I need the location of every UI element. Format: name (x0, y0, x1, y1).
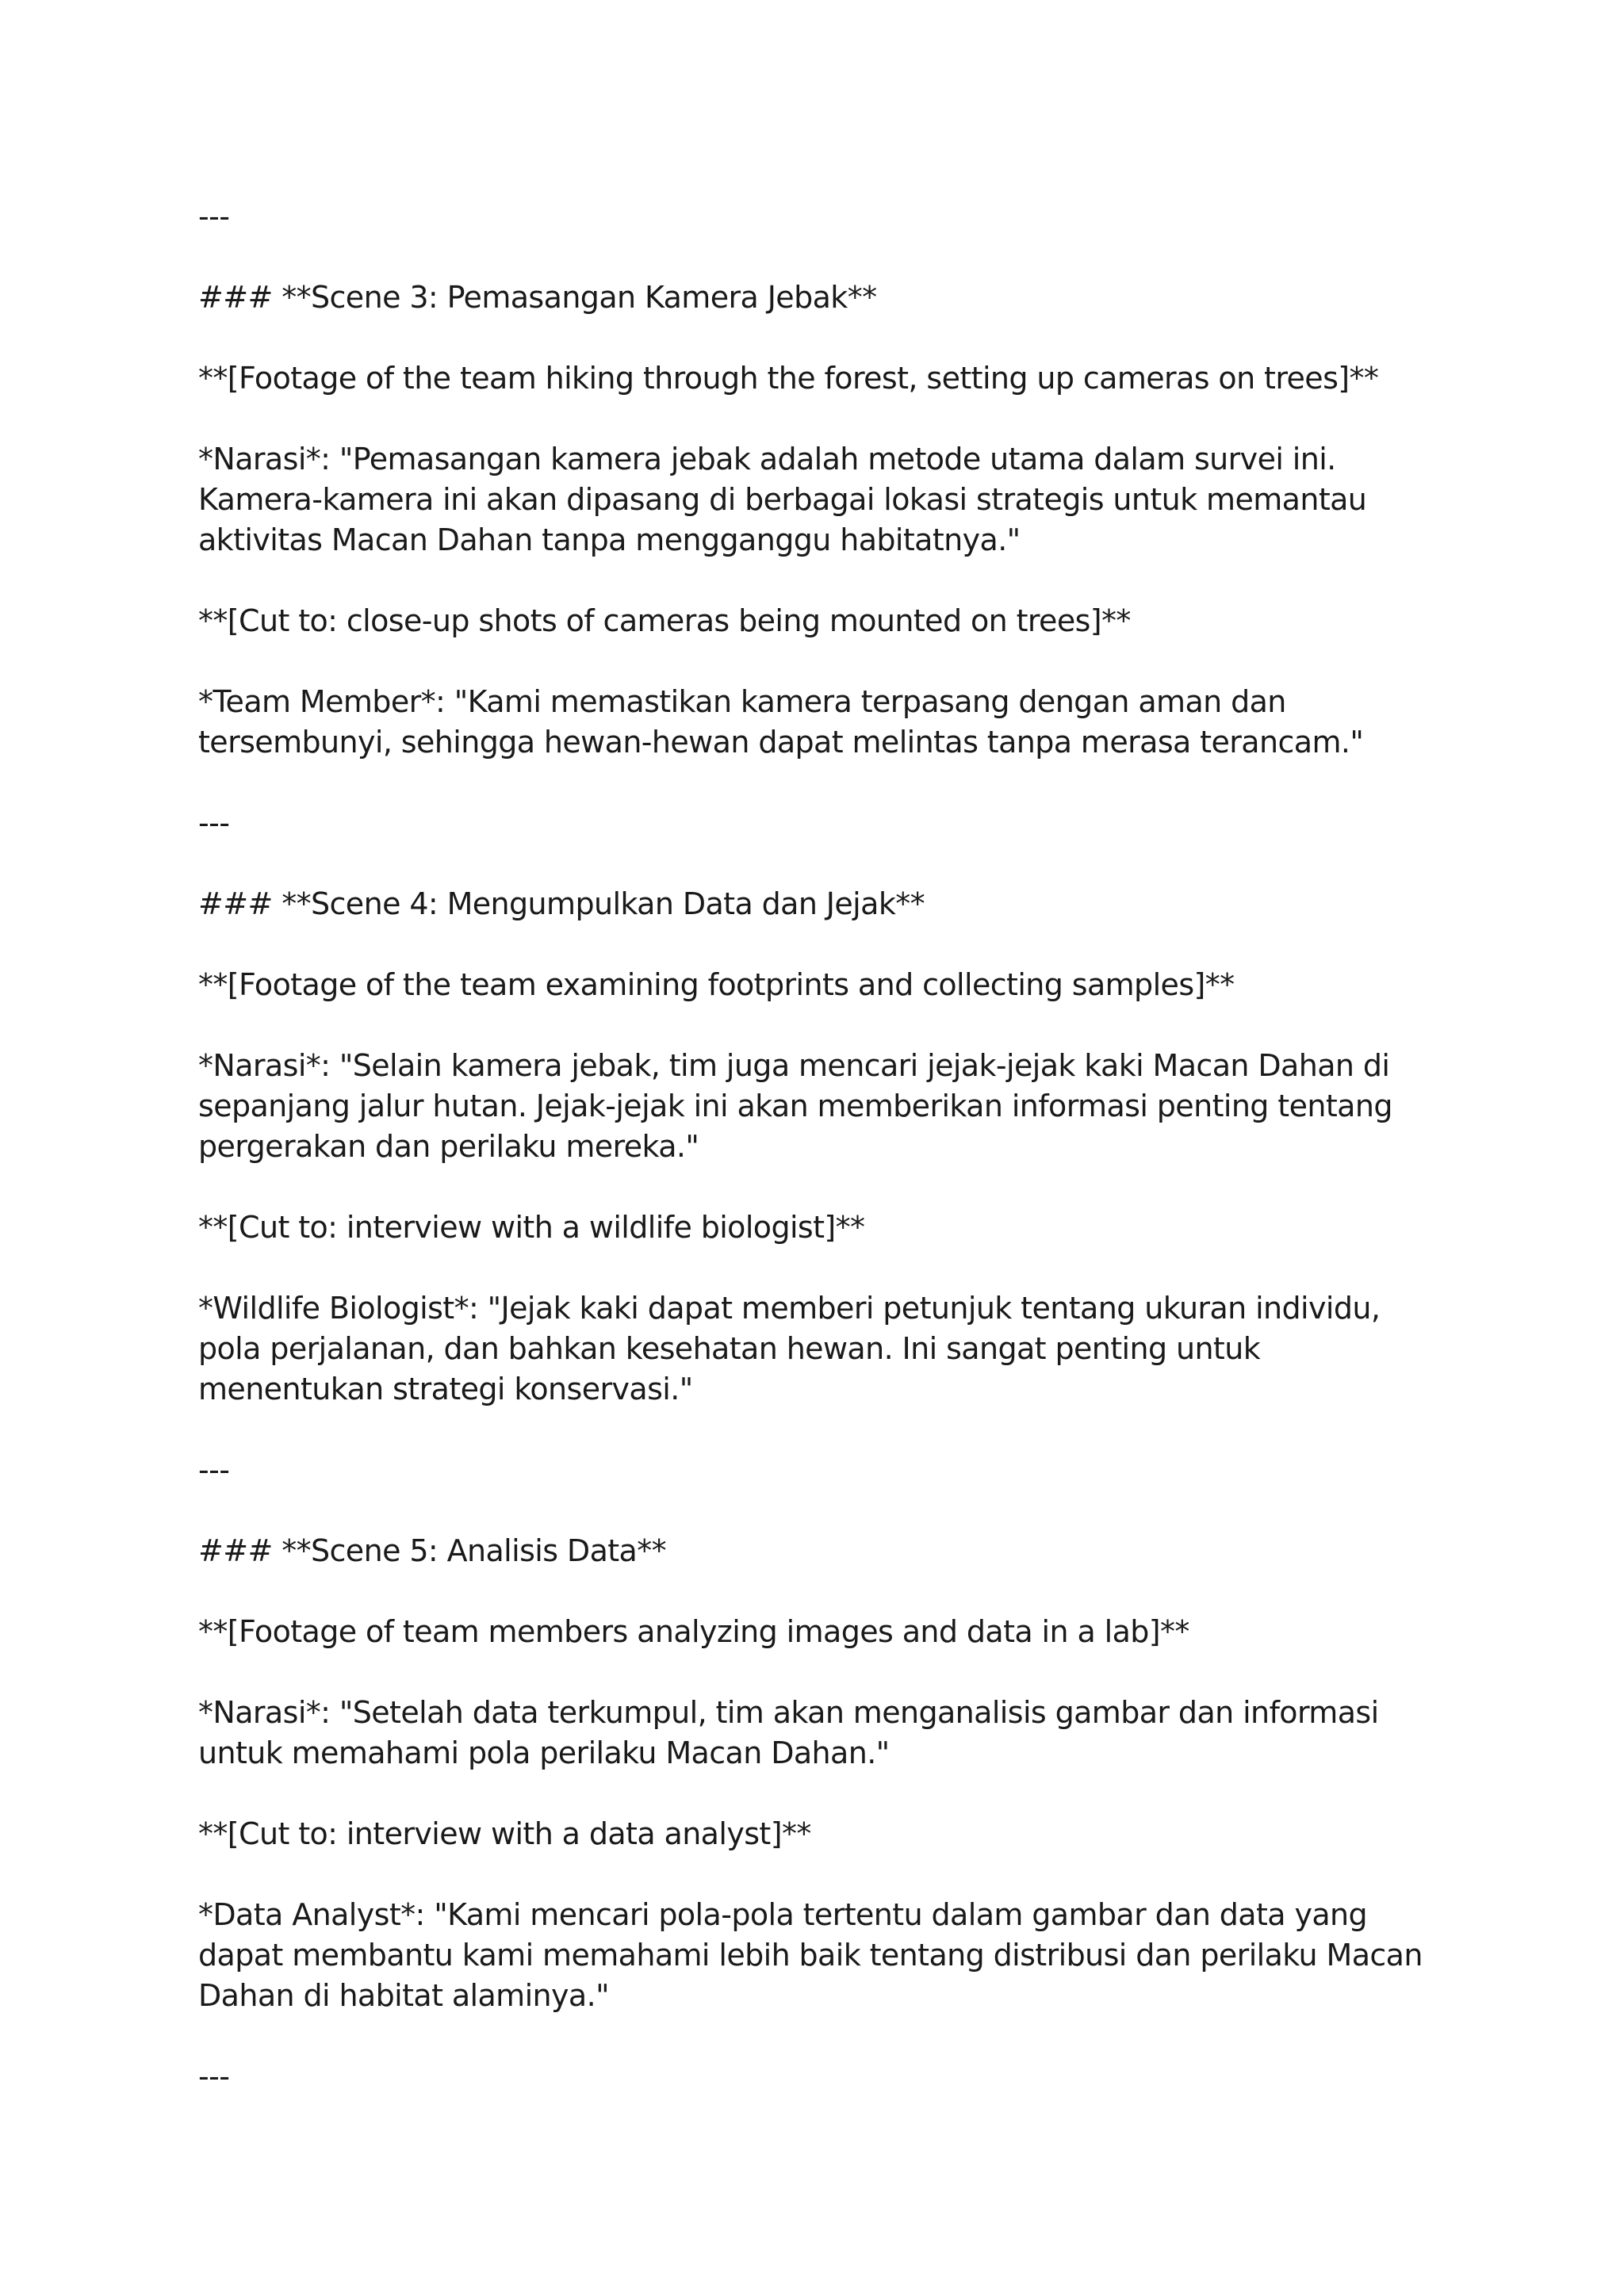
scene-5-footage-note: **[Footage of team members analyzing images and data in a lab]** (198, 1614, 1189, 1649)
scene-4-heading: ### **Scene 4: Mengumpulkan Data dan Jejak** (198, 886, 925, 921)
scene-5-heading: ### **Scene 5: Analisis Data** (198, 1533, 667, 1568)
scene-4-biologist-quote: *Wildlife Biologist*: "Jejak kaki dapat memberi petunjuk tentang ukuran individu, pola perjalanan, dan bahkan kesehatan hewan. Ini sangat penting untuk menentukan strategi konservasi." (198, 1291, 1389, 1406)
scene-3-cut-note: **[Cut to: close-up shots of cameras being mounted on trees]** (198, 603, 1131, 638)
separator: --- (198, 199, 230, 234)
scene-5-data-analyst-quote: *Data Analyst*: "Kami mencari pola-pola tertentu dalam gambar dan data yang dapat membantu kami memahami lebih baik tentang distribusi dan perilaku Macan Dahan di habitat alaminya." (198, 1897, 1432, 2013)
scene-3-team-member-quote: *Team Member*: "Kami memastikan kamera terpasang dengan aman dan tersembunyi, sehingga hewan-hewan dapat melintas tanpa merasa terancam." (198, 684, 1364, 760)
scene-3-footage-note: **[Footage of the team hiking through the forest, setting up cameras on trees]** (198, 361, 1379, 396)
scene-4-cut-note: **[Cut to: interview with a wildlife biologist]** (198, 1210, 865, 1245)
scene-3-narration: *Narasi*: "Pemasangan kamera jebak adalah metode utama dalam survei ini. Kamera-kamera ini akan dipasang di berbagai lokasi strategis untuk memantau aktivitas Macan Dahan tanpa mengganggu habitatnya." (198, 442, 1376, 557)
scene-5-narration: *Narasi*: "Setelah data terkumpul, tim akan menganalisis gambar dan informasi untuk memahami pola perilaku Macan Dahan." (198, 1695, 1388, 1770)
separator: --- (198, 1452, 230, 1487)
separator: --- (198, 2059, 230, 2094)
scene-4-footage-note: **[Footage of the team examining footprints and collecting samples]** (198, 967, 1235, 1002)
scene-4-narration: *Narasi*: "Selain kamera jebak, tim juga mencari jejak-jejak kaki Macan Dahan di sepanjang jalur hutan. Jejak-jejak ini akan memberikan informasi penting tentang pergerakan dan perilaku mereka." (198, 1048, 1402, 1164)
scene-5-cut-note: **[Cut to: interview with a data analyst]** (198, 1816, 811, 1851)
document-body (198, 197, 1435, 2097)
scene-3-heading: ### **Scene 3: Pemasangan Kamera Jebak** (198, 280, 877, 315)
separator: --- (198, 806, 230, 840)
